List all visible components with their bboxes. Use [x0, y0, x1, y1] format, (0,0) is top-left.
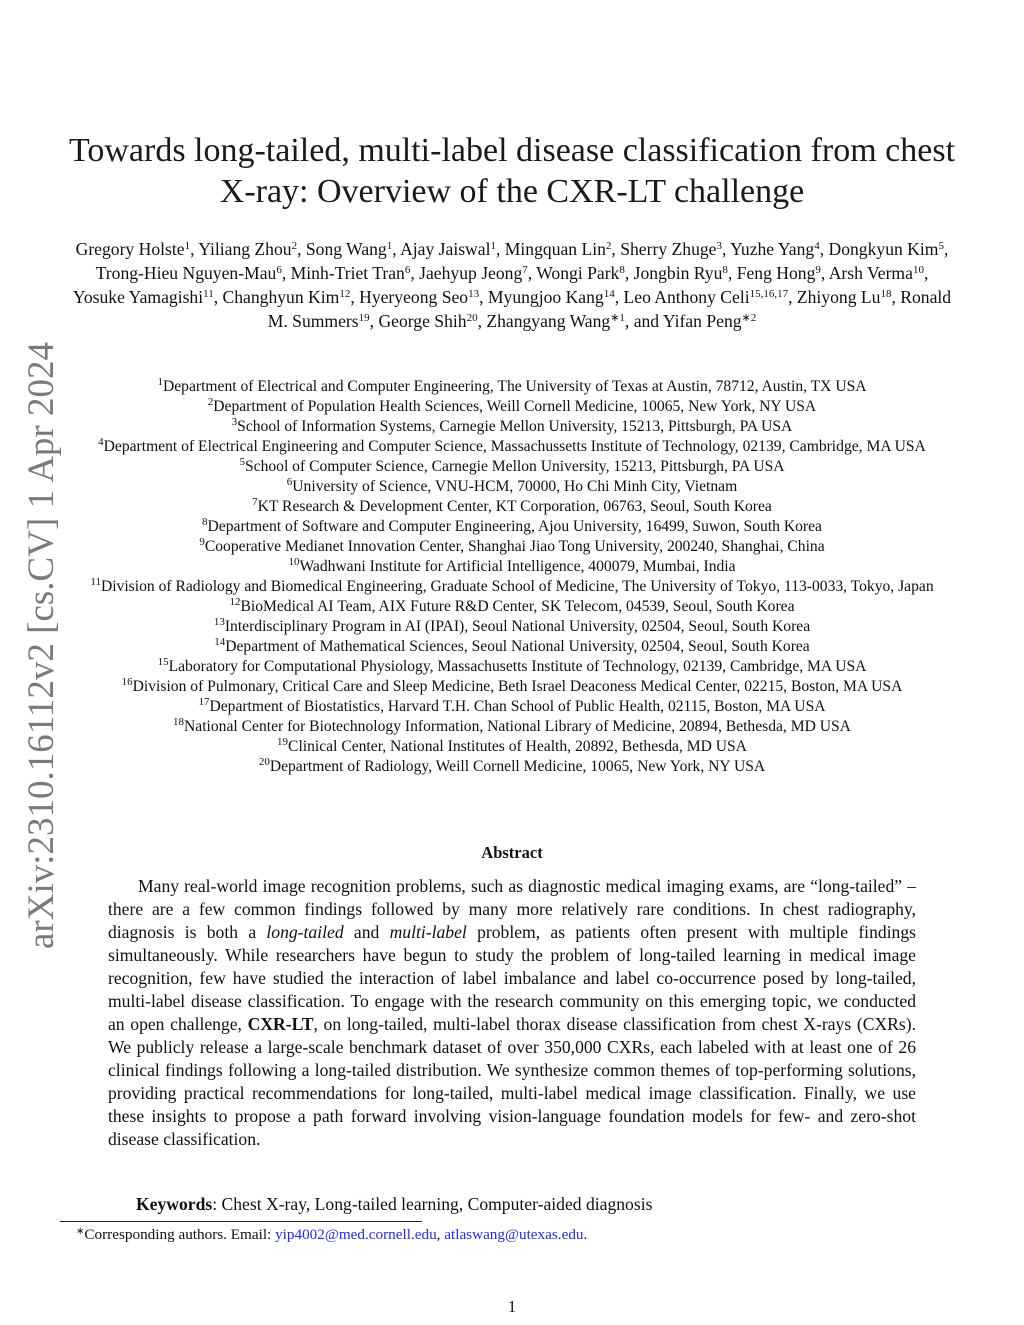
author-affiliation-marker: 8: [619, 264, 625, 276]
author: [378, 311, 477, 331]
author-name: George Shih: [378, 311, 467, 331]
author-affiliation-marker: 1: [490, 240, 496, 252]
abstract-emphasis: CXR-LT: [247, 1014, 314, 1034]
affiliation-text: School of Computer Science, Carnegie Mellon University, 15213, Pittsburgh, PA USA: [244, 458, 785, 475]
abstract-text: and: [343, 922, 390, 942]
author-name: Ronald M. Summers: [267, 287, 952, 331]
affiliation-text: Department of Population Health Sciences, Weill Cornell Medicine, 10065, New York, NY USA: [213, 398, 817, 415]
author: [306, 239, 392, 259]
affiliation: [50, 697, 974, 717]
affiliation-marker: 20: [258, 756, 270, 768]
title-line-2: X-ray: Overview of the CXR-LT challenge: [219, 173, 805, 210]
author-name: Song Wang: [305, 239, 387, 259]
author-affiliation-marker: 1: [386, 240, 393, 252]
abstract-heading: Abstract: [481, 843, 543, 862]
abstract-text: problem, as patients often present with multiple findings simultaneously. While researchers have begun to study the problem of long-tailed learning in medical image recognition, few have studied the interaction of label imbalance and label co-occurrence posed by long-tailed, multi-label disease classification. To engage with the research community on this emerging topic, we conducted an open challenge,: [108, 922, 916, 1034]
affiliation: [50, 657, 974, 677]
keywords-text: : Chest X-ray, Long-tailed learning, Computer-aided diagnosis: [212, 1194, 653, 1214]
author-affiliation-marker: 12: [339, 288, 351, 300]
author-name: Jongbin Ryu: [633, 263, 723, 283]
affiliation: [50, 757, 974, 777]
affiliation: [50, 457, 974, 477]
footnote: [76, 1226, 587, 1244]
author: [486, 311, 625, 331]
footnote-marker: ∗: [76, 1226, 85, 1237]
affiliation-marker: 9: [199, 536, 205, 548]
author-name: Yifan Peng: [662, 311, 742, 331]
author-name: Myungjoo Kang: [487, 287, 604, 307]
affiliation-text: School of Information Systems, Carnegie Mellon University, 15213, Pittsburgh, PA USA: [237, 418, 793, 435]
author-affiliation-marker: 18: [880, 288, 892, 300]
affiliation: [50, 417, 974, 437]
author-name: Trong-Hieu Nguyen-Mau: [95, 263, 277, 283]
author: [663, 311, 756, 331]
affiliation: [50, 397, 974, 417]
author-name: Changhyun Kim: [222, 287, 340, 307]
affiliation-marker: 10: [288, 556, 300, 568]
author-name: Zhiyong Lu: [796, 287, 881, 307]
affiliation: [50, 737, 974, 757]
affiliation-text: Department of Software and Computer Engineering, Ajou University, 16499, Suwon, South Korea: [207, 518, 822, 535]
author-affiliation-marker: 2: [605, 240, 612, 252]
author-name: Arsh Verma: [828, 263, 913, 283]
author-affiliation-marker: 4: [814, 240, 820, 252]
affiliation-marker: 4: [98, 436, 104, 448]
email-link-1[interactable]: yip4002@med.cornell.edu: [275, 1226, 437, 1243]
affiliation-marker: 5: [239, 456, 245, 468]
author-name: Minh-Triet Tran: [290, 263, 405, 283]
author: [797, 287, 892, 307]
affiliation-marker: 2: [207, 396, 214, 408]
affiliation: [50, 517, 974, 537]
author-name: Sherry Zhuge: [620, 239, 717, 259]
author: [620, 239, 722, 259]
affiliation: [50, 377, 974, 397]
affiliation: [50, 677, 974, 697]
affiliation: [50, 637, 974, 657]
author: [198, 239, 297, 259]
author-name: Jaehyup Jeong: [419, 263, 523, 283]
keywords-label: Keywords: [136, 1194, 213, 1214]
affiliation: [50, 597, 974, 617]
author-affiliation-marker: 11: [203, 288, 214, 300]
affiliation-marker: 13: [213, 616, 225, 628]
affiliation: [50, 557, 974, 577]
author-affiliation-marker: 15,16,17: [749, 288, 789, 300]
author: [505, 239, 612, 259]
author-name: Hyeryeong Seo: [359, 287, 469, 307]
abstract-text: , on long-tailed, multi-label thorax disease classification from chest X-rays (CXRs). We publicly release a large-scale benchmark dataset of over 350,000 CXRs, each labeled with at least one of 26 clinical findings following a long-tailed distribution. We synthesize common themes of top-performing solutions, providing practical recommendations for long-tailed, multi-label medical image classification. Finally, we use these insights to propose a path forward involving vision-language foundation models for few- and zero-shot disease classification.: [108, 1014, 916, 1149]
affiliation-text: Department of Electrical Engineering and Computer Science, Massachussetts Institute of Technology, 02139, Cambridge, MA USA: [103, 438, 926, 455]
affiliation-text: BioMedical AI Team, AIX Future R&D Center, SK Telecom, 04539, Seoul, South Korea: [240, 598, 795, 615]
footnote-text: Corresponding authors. Email:: [84, 1226, 276, 1243]
keywords-line: [136, 1194, 652, 1215]
author: [829, 239, 944, 259]
author-name: Yiliang Zhou: [198, 239, 292, 259]
author-name: Mingquan Lin: [504, 239, 606, 259]
affiliation-marker: 17: [198, 696, 210, 708]
author-affiliation-marker: 6: [276, 264, 282, 276]
author: [359, 287, 479, 307]
author-name: Ajay Jaiswal: [400, 239, 491, 259]
footnote-end: .: [583, 1226, 588, 1243]
affiliation-text: Clinical Center, National Institutes of Health, 20892, Bethesda, MD USA: [288, 738, 747, 755]
affiliation-marker: 6: [286, 476, 293, 488]
affiliation-text: Division of Pulmonary, Critical Care and Sleep Medicine, Beth Israel Deaconess Medical Center, 02215, Boston, MA USA: [132, 678, 903, 695]
footnote-separator: ,: [436, 1226, 445, 1243]
affiliation-marker: 1: [157, 376, 163, 388]
affiliation-text: Wadhwani Institute for Artificial Intelligence, 400079, Mumbai, India: [299, 558, 736, 575]
author: [634, 263, 728, 283]
affiliation-marker: 3: [231, 416, 238, 428]
affiliation-text: Division of Radiology and Biomedical Engineering, Graduate School of Medicine, The University of Tokyo, 113-0033, Tokyo, Japan: [100, 578, 934, 595]
abstract-body: [108, 875, 916, 1151]
author-list: Gregory Holste$^1$, Yiliang Zhou$^2$, Song Wang$^1$, Ajay Jaiswal$^1$, Mingquan Lin$^2$, Sherry Zhuge$^3$, Yuzhe Yang$^4$, Dongkyun Kim$^5$, Trong-Hieu Nguyen-Mau$^6$, Minh-Triet Tran$^6$, Jaehyup Jeong$^7$, Wongi Park$^8$, Jongbin Ryu$^8$, Feng Hong$^9$, Arsh Verma$^{10}$, Yosuke Yamagishi$^{11}$, Changhyun Kim$^{12}$, Hyeryeong Seo$^{13}$, Myungjoo Kang$^{14}$, Leo Anthony Celi$^{15,16,17}$, Zhiyong Lu$^{18}$, Ronald M. Summers$^{19}$, George Shih$^{20}$, Zhangyang Wang$^{∗1}$, and Yifan Peng$^{∗2}$: [72, 239, 952, 331]
affiliation-list: [50, 377, 974, 777]
author-name: Leo Anthony Celi: [623, 287, 750, 307]
author-name: Feng Hong: [736, 263, 816, 283]
affiliation-marker: 19: [277, 736, 289, 748]
author-affiliation-marker: 14: [603, 288, 615, 300]
affiliation-text: Laboratory for Computational Physiology, Massachusetts Institute of Technology, 02139, Cambridge, MA USA: [168, 658, 867, 675]
title-line-1: Towards long-tailed, multi-label disease classification from chest: [68, 132, 956, 169]
author-conjunction: and: [633, 311, 660, 331]
author: [400, 239, 496, 259]
author-affiliation-marker: 2: [291, 240, 298, 252]
affiliation: [50, 617, 974, 637]
author: [223, 287, 351, 307]
affiliation-marker: 16: [121, 676, 133, 688]
author: [737, 263, 821, 283]
affiliation-text: University of Science, VNU-HCM, 70000, Ho Chi Minh City, Vietnam: [292, 478, 738, 495]
affiliation-text: National Center for Biotechnology Information, National Library of Medicine, 20894, Bethesda, MD USA: [184, 718, 851, 735]
footnote-rule: [60, 1221, 422, 1222]
affiliation-text: Cooperative Medianet Innovation Center, Shanghai Jiao Tong University, 200240, Shanghai, China: [204, 538, 825, 555]
author-name: Yosuke Yamagishi: [72, 287, 204, 307]
affiliation: [50, 537, 974, 557]
affiliation-marker: 15: [157, 656, 169, 668]
affiliation: [50, 437, 974, 457]
author: [624, 287, 789, 307]
author-name: Zhangyang Wang: [486, 311, 611, 331]
affiliation-text: Department of Mathematical Sciences, Seoul National University, 02504, Seoul, South Korea: [225, 638, 810, 655]
author-affiliation-marker: 13: [468, 288, 480, 300]
affiliation-text: Department of Radiology, Weill Cornell Medicine, 10065, New York, NY USA: [269, 758, 766, 775]
author-affiliation-marker: 19: [358, 312, 370, 324]
author-affiliation-marker: ∗2: [741, 312, 757, 324]
affiliation-marker: 11: [90, 576, 101, 588]
affiliation-text: Interdisciplinary Program in AI (IPAI), Seoul National University, 02504, Seoul, South Korea: [224, 618, 811, 635]
abstract-emphasis: multi-label: [389, 922, 467, 942]
author-affiliation-marker: 9: [815, 264, 821, 276]
arxiv-watermark-text: arXiv:2310.16112v2 [cs.CV] 1 Apr 2024: [20, 341, 62, 949]
affiliation: [50, 477, 974, 497]
author-affiliation-marker: 1: [184, 240, 191, 252]
affiliation-text: Department of Biostatistics, Harvard T.H. Chan School of Public Health, 02115, Boston, MA USA: [209, 698, 826, 715]
author: [76, 239, 190, 259]
author-name: Dongkyun Kim: [828, 239, 939, 259]
author: [419, 263, 528, 283]
affiliation-marker: 18: [173, 716, 185, 728]
page-number: 1: [507, 1297, 517, 1316]
paper-title: [60, 130, 964, 212]
affiliation-marker: 8: [202, 516, 208, 528]
affiliation-text: KT Research & Development Center, KT Corporation, 06763, Seoul, South Korea: [257, 498, 772, 515]
author-name: Gregory Holste: [75, 239, 185, 259]
abstract-text: Many real-world image recognition problems, such as diagnostic medical imaging exams, are “long-tailed” – there are a few common findings followed by many more relatively rare conditions. In chest radiography, diagnosis is both a: [108, 876, 916, 942]
affiliation-marker: 7: [252, 496, 258, 508]
author-name: Yuzhe Yang: [730, 239, 815, 259]
author: [536, 263, 625, 283]
author-affiliation-marker: 7: [522, 264, 528, 276]
author-affiliation-marker: 20: [466, 312, 478, 324]
author-affiliation-marker: 6: [404, 264, 411, 276]
affiliation-marker: 12: [229, 596, 241, 608]
affiliation-marker: 14: [214, 636, 226, 648]
author: [291, 263, 411, 283]
affiliation: [50, 717, 974, 737]
author-affiliation-marker: 5: [938, 240, 944, 252]
author-affiliation-marker: 10: [912, 264, 924, 276]
author: [488, 287, 615, 307]
author-affiliation-marker: ∗1: [610, 312, 625, 324]
author-affiliation-marker: 8: [722, 264, 728, 276]
affiliation: [50, 577, 974, 597]
email-link-2[interactable]: atlaswang@utexas.edu: [444, 1226, 584, 1243]
author: [73, 287, 214, 307]
author-affiliation-marker: 3: [716, 240, 722, 252]
author-name: Wongi Park: [536, 263, 620, 283]
affiliation: [50, 497, 974, 517]
author: [730, 239, 820, 259]
author: [829, 263, 924, 283]
abstract-emphasis: long-tailed: [266, 922, 344, 942]
affiliation-text: Department of Electrical and Computer Engineering, The University of Texas at Austin, 78712, Austin, TX USA: [162, 378, 867, 395]
author: [96, 263, 282, 283]
